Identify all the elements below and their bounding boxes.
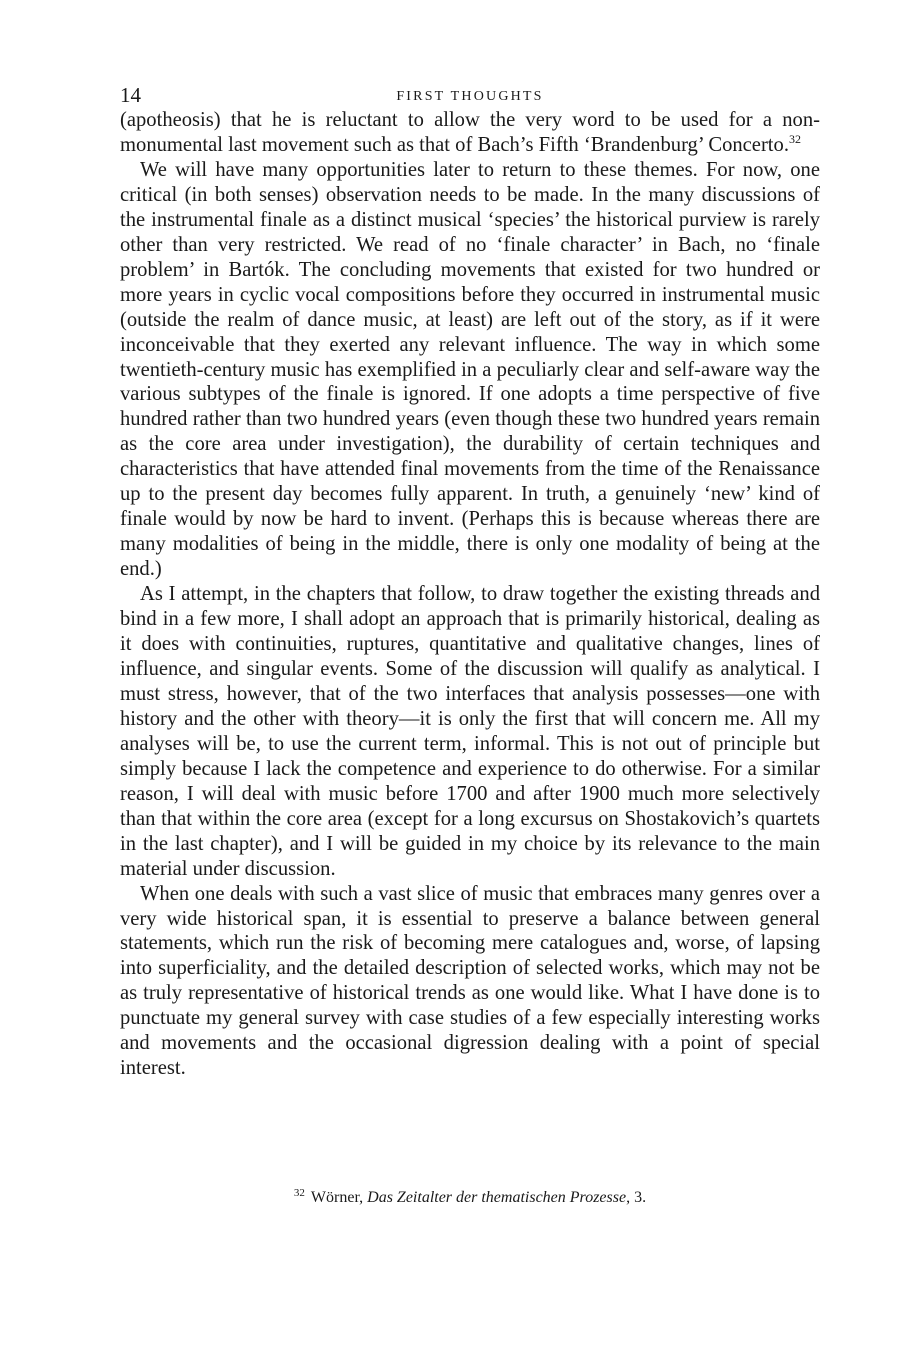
paragraph-continued xyxy=(120,108,820,158)
paragraph: We will have many opportunities later to return to these themes. For now, one critical (in both senses) observation needs to be made. In the many discussions of the instrumental finale as a distinct musical ‘species’ the historical purview is rarely other than very restricted. We read of no ‘finale character’ in Bach, no ‘finale problem’ in Bartók. The concluding movements that existed for two hundred or more years in cyclic vocal compositions before they occurred in instrumental music (outside the realm of dance music, at least) are left out of the story, as if it were inconceivable that they exerted any relevant influence. The way in which some twentieth-​century music has exemplified in a peculiarly clear and self-aware way the various subtypes of the finale is ignored. If one adopts a time perspective of five hundred rather than two hundred years (even though these two hundred years remain as the core area under investigation), the durability of certain techniques and characteristics that have attended final movements from the time of the Renaissance up to the present day becomes fully apparent. In truth, a genuinely ‘new’ kind of finale would by now be hard to invent. (Perhaps this is because whereas there are many modalities of being in the middle, there is only one modality of being at the end.) xyxy=(120,158,820,581)
footnote-number: 32 xyxy=(293,1187,305,1199)
footnote-title: Das Zeitalter der thematischen Prozesse xyxy=(367,1189,627,1206)
book-page xyxy=(120,82,820,1206)
running-title: FIRST THOUGHTS xyxy=(396,89,544,104)
footnote-author: Wörner, xyxy=(310,1189,368,1206)
page-number: 14 xyxy=(120,83,141,107)
paragraph: As I attempt, in the chapters that follow, to draw together the existing threads and bind in a few more, I shall adopt an approach that is primarily historical, dealing as it does with continuities, ruptures, quantitative and qualitative changes, lines of influence, and singular events. Some of the discussion will qualify as analytical. I must stress, however, that of the two interfaces that analysis possesses—one with history and the other with theory—it is only the first that will concern me. All my analyses will be, to use the current term, informal. This is not out of principle but simply because I lack the competence and experience to do otherwise. For a similar reason, I will deal with music before 1700 and after 1900 much more selectively than that within the core area (except for a long excursus on Shostakovich’s quartets in the last chapter), and I will be guided in my choice by its relevance to the main material under discussion. xyxy=(120,583,820,880)
footnote-suffix: , 3. xyxy=(626,1189,647,1206)
paragraph-text: (apotheosis) that he is reluctant to allow the very word to be used for a nonmonumental last movement such as that of Bach’s Fifth ‘Brandenburg’ Concerto. xyxy=(120,109,820,156)
footnote-reference[interactable]: 32 xyxy=(788,131,801,146)
footnote xyxy=(120,1188,820,1208)
paragraph: When one deals with such a vast slice of music that embraces many genres over a very wide historical span, it is essential to preserve a balance between general statements, which run the risk of becoming mere catalogues and, worse, of lapsing into superficiality, and the detailed description of selected works, which may not be as truly representative of historical trends as one would like. What I have done is to punctuate my general survey with case studies of a few especially interesting works and movements and the occasional digression dealing with a point of special interest. xyxy=(120,882,820,1080)
running-head xyxy=(120,82,820,108)
body-text xyxy=(120,108,820,1081)
